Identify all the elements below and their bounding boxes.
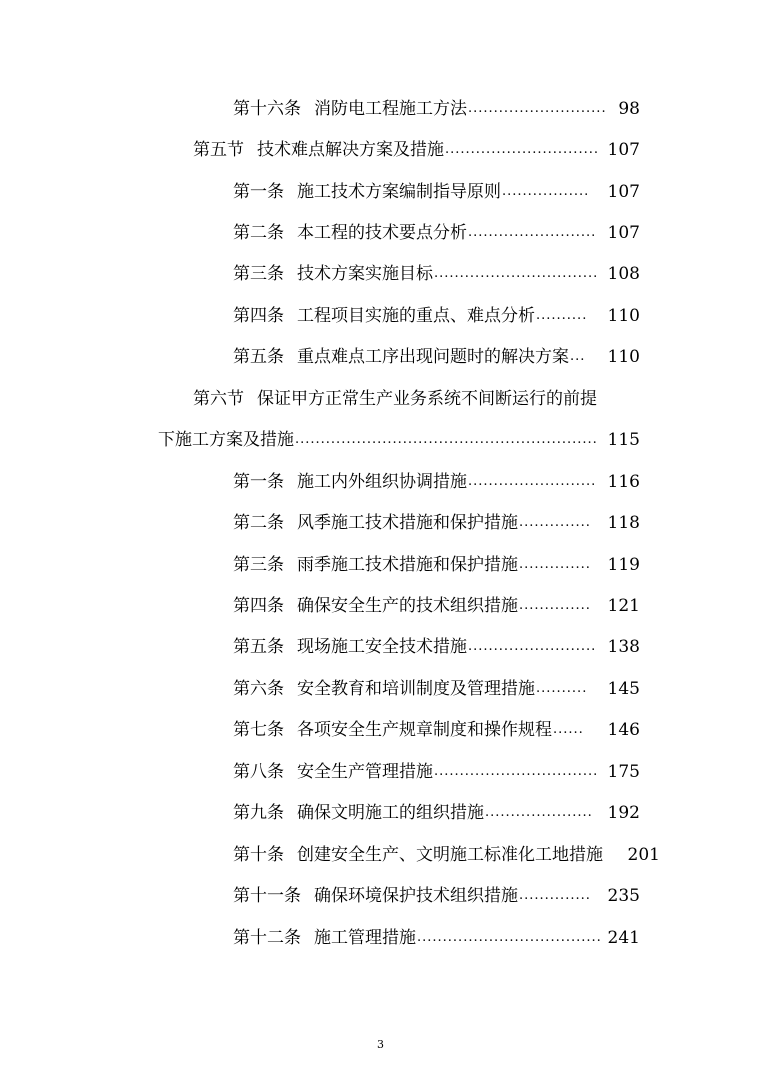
- toc-entry-label: 第二条: [233, 513, 284, 533]
- toc-entry-page: 110: [607, 347, 640, 367]
- toc-entry-label: 第一条: [233, 472, 284, 492]
- toc-entry[interactable]: [233, 549, 640, 577]
- toc-leader-dots: ..............: [519, 888, 591, 903]
- toc-entry-title: 工程项目实施的重点、难点分析: [297, 306, 535, 326]
- toc-entry-label: 第一条: [233, 182, 284, 202]
- toc-entry-heading[interactable]: [193, 383, 640, 411]
- toc-entry[interactable]: [233, 590, 640, 618]
- toc-entry-title: 各项安全生产规章制度和操作规程: [297, 720, 552, 740]
- toc-entry[interactable]: [193, 134, 640, 162]
- toc-entry[interactable]: [233, 300, 640, 328]
- toc-leader-dots: .........................: [468, 639, 597, 654]
- toc-entry-title: 重点难点工序出现问题时的解决方案: [297, 347, 569, 367]
- toc-entry-label: 第九条: [233, 803, 284, 823]
- toc-entry-title: 施工内外组织协调措施: [297, 472, 467, 492]
- toc-entry-page: 241: [607, 928, 640, 948]
- toc-entry[interactable]: [233, 93, 640, 121]
- toc-entry[interactable]: [233, 176, 640, 204]
- toc-entry-title: 现场施工安全技术措施: [297, 637, 467, 657]
- toc-leader-dots: ..........: [536, 681, 588, 696]
- toc-leader-dots: ................................: [434, 764, 599, 779]
- toc-entry-label: 第四条: [233, 306, 284, 326]
- toc-entry-page: 107: [607, 140, 640, 160]
- toc-leader-dots: ...: [570, 349, 586, 364]
- toc-entry-page: 107: [607, 182, 640, 202]
- toc-entry-title: 本工程的技术要点分析: [297, 223, 467, 243]
- toc-entry-label: 第七条: [233, 720, 284, 740]
- toc-entry-continuation[interactable]: [158, 424, 640, 452]
- toc-entry[interactable]: [233, 631, 640, 659]
- toc-entry-label: 第六条: [233, 679, 284, 699]
- toc-entry-label: 第四条: [233, 596, 284, 616]
- toc-entry-label: 第八条: [233, 762, 284, 782]
- toc-leader-dots: ..............: [519, 598, 591, 613]
- toc-entry-page: 201: [627, 845, 660, 865]
- toc-entry-title: 施工技术方案编制指导原则: [297, 182, 501, 202]
- toc-leader-dots: ..............: [519, 557, 591, 572]
- toc-entry-title: 安全生产管理措施: [297, 762, 433, 782]
- page-number: 3: [377, 1038, 384, 1051]
- toc-entry-title: 确保文明施工的组织措施: [297, 803, 484, 823]
- toc-leader-dots: .........................: [468, 474, 597, 489]
- toc-entry-page: 121: [607, 596, 640, 616]
- toc-entry-label: 第三条: [233, 264, 284, 284]
- toc-entry-label: 第十二条: [233, 928, 301, 948]
- toc-leader-dots: .........................: [468, 225, 597, 240]
- toc-entry-title: 风季施工技术措施和保护措施: [297, 513, 518, 533]
- toc-leader-dots: ..............................: [445, 142, 599, 157]
- toc-entry-title: 消防电工程施工方法: [314, 99, 467, 119]
- toc-entry-page: 116: [607, 472, 640, 492]
- toc-entry-page: 98: [618, 99, 640, 119]
- toc-entry-page: 192: [607, 803, 640, 823]
- toc-entry-page: 110: [607, 306, 640, 326]
- toc-entry-label: 第六节: [193, 389, 244, 409]
- toc-leader-dots: ..............: [519, 515, 591, 530]
- toc-entry-title: 创建安全生产、文明施工标准化工地措施: [297, 845, 603, 865]
- toc-entry-title: 确保安全生产的技术组织措施: [297, 596, 518, 616]
- toc-leader-dots: ................................: [434, 266, 599, 281]
- toc-entry-page: 115: [607, 430, 640, 450]
- toc-entry[interactable]: [233, 880, 640, 908]
- toc-leader-dots: ....................................: [417, 930, 602, 945]
- toc-entry-title: 安全教育和培训制度及管理措施: [297, 679, 535, 699]
- toc-entry[interactable]: [233, 341, 640, 369]
- toc-entry-page: 235: [607, 886, 640, 906]
- toc-entry-page: 119: [607, 555, 640, 575]
- toc-entry-title: 下施工方案及措施: [158, 430, 294, 450]
- toc-entry[interactable]: [233, 507, 640, 535]
- toc-entry[interactable]: [233, 714, 640, 742]
- toc-entry[interactable]: [233, 797, 640, 825]
- toc-entry-title: 保证甲方正常生产业务系统不间断运行的前提: [257, 389, 597, 409]
- toc-entry[interactable]: [233, 217, 640, 245]
- toc-entry-page: 108: [607, 264, 640, 284]
- toc-entry[interactable]: [233, 466, 640, 494]
- toc-entry-page: 146: [607, 720, 640, 740]
- toc-entry-title: 技术难点解决方案及措施: [257, 140, 444, 160]
- toc-entry-label: 第二条: [233, 223, 284, 243]
- toc-entry[interactable]: [233, 922, 640, 950]
- toc-entry-title: 确保环境保护技术组织措施: [314, 886, 518, 906]
- toc-leader-dots: .....................: [485, 805, 593, 820]
- toc-entry-label: 第十六条: [233, 99, 301, 119]
- toc-leader-dots: ..........: [536, 308, 588, 323]
- toc-entry-page: 145: [607, 679, 640, 699]
- toc-entry[interactable]: [233, 673, 640, 701]
- toc-entry[interactable]: [233, 756, 640, 784]
- toc-entry-label: 第五条: [233, 637, 284, 657]
- toc-leader-dots: ...........................: [468, 101, 607, 116]
- toc-entry-title: 雨季施工技术措施和保护措施: [297, 555, 518, 575]
- toc-entry-label: 第十一条: [233, 886, 301, 906]
- toc-entry-label: 第五节: [193, 140, 244, 160]
- toc-entry[interactable]: [233, 839, 660, 867]
- toc-entry-page: 138: [607, 637, 640, 657]
- toc-entry-page: 175: [607, 762, 640, 782]
- toc-entry-page: 118: [607, 513, 640, 533]
- toc-entry[interactable]: [233, 258, 640, 286]
- toc-leader-dots: ...........................................................: [295, 432, 598, 447]
- toc-entry-page: 107: [607, 223, 640, 243]
- toc-entry-title: 技术方案实施目标: [297, 264, 433, 284]
- toc-entry-label: 第十条: [233, 845, 284, 865]
- toc-entry-title: 施工管理措施: [314, 928, 416, 948]
- toc-leader-dots: ......: [553, 722, 584, 737]
- toc-entry-label: 第五条: [233, 347, 284, 367]
- toc-leader-dots: .................: [502, 184, 590, 199]
- toc-entry-label: 第三条: [233, 555, 284, 575]
